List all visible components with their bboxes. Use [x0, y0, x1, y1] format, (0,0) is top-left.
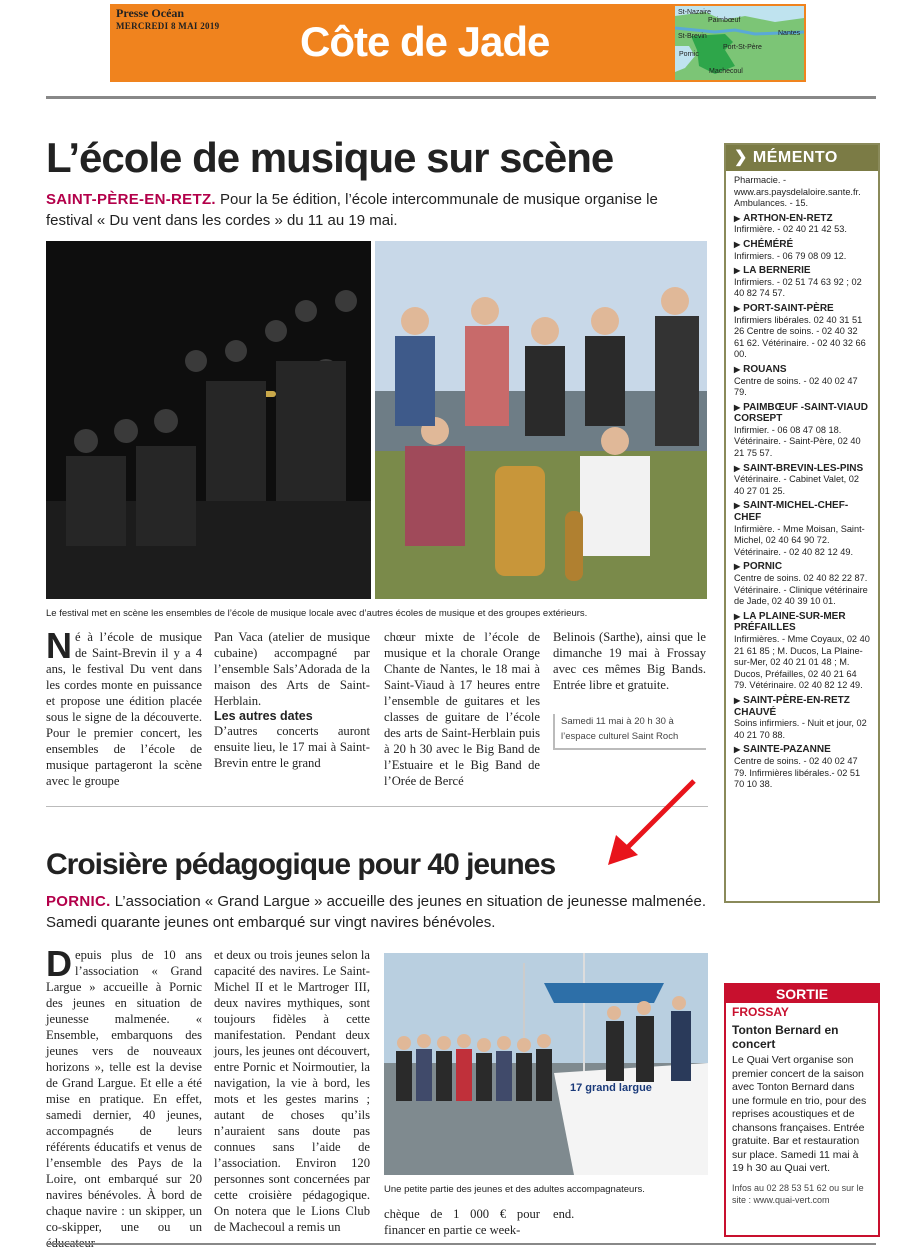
memento-town: ▶ SAINT-PÈRE-EN-RETZ CHAUVÉ	[734, 695, 870, 718]
article2-headline: Croisière pédagogique pour 40 jeunes	[46, 848, 556, 881]
article2-col3: chèque de 1 000 € pour financer en partie ce week-	[384, 1207, 540, 1237]
article2-col4: end.	[553, 1207, 575, 1221]
article1-info: Samedi 11 mai à 20 h 30 à l’espace culturel Saint Roch	[553, 714, 706, 750]
sailing-illustration	[384, 953, 708, 1175]
boat-label: 17 grand largue	[570, 1082, 652, 1094]
article2-caption: Une petite partie des jeunes et des adultes accompagnateurs.	[384, 1184, 645, 1195]
sortie-body: Le Quai Vert organise son premier concert de la saison avec Tonton Bernard dans une formule en trio, pour des reprises acoustiques et de chansons françaises. Entrée gratuite. Bar et restauration sur place. Samedi 11 mai à 19 h 30 au Quai vert.	[732, 1054, 867, 1174]
chevron-right-icon: ❯	[734, 149, 753, 166]
memento-title: MÉMENTO	[752, 149, 838, 166]
map-label: Nantes	[778, 30, 801, 37]
memento-intro: Pharmacie. - www.ars.paysdelaloire.sante.fr. Ambulances. - 15.	[734, 175, 861, 209]
article1-col2	[214, 629, 370, 771]
red-arrow-icon	[600, 775, 700, 870]
article1-col4: Belinois (Sarthe), ainsi que le dimanche 19 mai à Frossay avec ces mêmes Big Bands. Entrée libre et gratuite.	[553, 630, 706, 692]
memento-entry-text: Infirmière. - Mme Moisan, Saint-Michel, 02 40 64 90 72. Vétérinaire. - 02 40 82 12 49.	[734, 523, 865, 557]
memento-town: ▶ ARTHON-EN-RETZ	[734, 213, 870, 225]
article1-col1	[46, 625, 202, 789]
article1-col2a: Pan Vaca (atelier de musique cubaine) accompagné par l’ensemble Sals’Adorada de la maison des Arts de Saint-Herblain.	[214, 630, 370, 708]
memento-entry-text: Infirmiers libérales. 02 40 31 51 26 Centre de soins. - 02 40 32 61 62. Vétérinaire. - 02 40 32 66 00.	[734, 314, 866, 360]
article1-col3: chœur mixte de l’école de musique et la chorale Orange Chante de Nantes, le 18 mai à Saint-Viaud à 17 heures entre l’ensemble de guitares et les classes de guitare de l’école des arts de Saint-Herblain puis à 20 h 30 avec le Big Band de l’Estuaire et le Big Band de l’Orée de Bercé	[384, 630, 540, 788]
article1-dropcap: N	[46, 625, 72, 666]
memento-entry-text: Infirmiers. - 06 79 08 09 12.	[734, 250, 847, 261]
article2-col1	[46, 943, 202, 1251]
map-label: St-Brevin	[678, 33, 707, 40]
article2-lede-text: L’association « Grand Largue » accueille des jeunes en situation de jeunesse malmenée. Samedi quarante jeunes ont embarqué sur vingt navires bénévoles.	[46, 893, 706, 931]
map-label: Port-St-Père	[723, 44, 762, 51]
memento-entry-text: Centre de soins. 02 40 82 22 87. Vétérinaire. - Clinique vétérinaire de Jade, 02 40 39 10 01.	[734, 573, 868, 607]
region-map	[675, 6, 804, 80]
memento-entry-text: Infirmière. - 02 40 21 42 53.	[734, 224, 847, 235]
sortie-info: Infos au 02 28 53 51 62 ou sur le site : www.quai-vert.com	[732, 1182, 864, 1205]
section-header	[110, 4, 806, 82]
map-label: Machecoul	[709, 68, 743, 75]
article2-lede	[46, 891, 706, 933]
map-label: Pornic	[679, 51, 699, 58]
article1-lede	[46, 189, 706, 231]
map-label: St-Nazaire	[678, 9, 712, 16]
musicians-photo	[375, 241, 707, 599]
article1-col2b: D’autres concerts auront ensuite lieu, le 17 mai à Saint-Brevin entre le grand	[214, 724, 370, 770]
memento-town: ▶ PORNIC	[734, 561, 870, 573]
issue-date: MERCREDI 8 MAI 2019	[116, 21, 220, 31]
sortie-box	[724, 983, 880, 1237]
top-rule	[46, 96, 876, 99]
memento-entry-text: Soins infirmiers. - Nuit et jour, 02 40 21 70 88.	[734, 718, 867, 740]
article2-col2: et deux ou trois jeunes selon la capacité des navires. Le Saint-Michel II et le Martroger III, deux navires mythiques, sont toujours fidèles à cette manifestation. Pendant deux jours, les jeunes ont découvert, entre Pornic et Noirmoutier, la navigation, la vie à bord, les mots et les gestes marins ; autant de choses qu’ils n’auraient sans doute pas connues sans l’aide de l’association. Environ 120 personnes sont concernées par cette croisière pédagogique. On notera que le Lions Club de Machecoul a remis un	[214, 948, 370, 1234]
article2-place: PORNIC.	[46, 893, 111, 910]
article1-col1-text: é à l’école de musique de Saint-Brevin il y a 4 ans, le festival Du vent dans les cordes monte en puissance et propose une édition placée sous le signe de la découverte. Pour le premier concert, les ensembles de l’école de musique partageront la scène avec le groupe	[46, 630, 202, 788]
article1-caption: Le festival met en scène les ensembles de l’école de musique locale avec d’autres écoles de musique et des groupes extérieurs.	[46, 608, 588, 619]
article2-col1-text: epuis plus de 10 ans l’association « Grand Largue » accueille à Pornic des jeunes en situation de jeunesse malmenée. « Ensemble, embarquons des jeunes vers de nouveaux horizons », telle est la devise de Grand Largue. Et elle a été mise en pratique. En effet, samedi dernier, 40 jeunes, accompagnés de leurs référents éducatifs et venus de l’ensemble des Pays de la Loire, ont embarqué sur 20 navires bénévoles. À bord de chaque navire : un skipper, un co-skipper, une ou un	[46, 948, 202, 1234]
memento-town: ▶ LA PLAINE-SUR-MER PRÉFAILLES	[734, 611, 870, 634]
memento-town: ▶ ROUANS	[734, 364, 870, 376]
sortie-place: FROSSAY	[732, 1005, 789, 1019]
sortie-title: Tonton Bernard en concert	[732, 1023, 839, 1051]
memento-box	[724, 143, 880, 903]
sailing-photo	[384, 953, 708, 1175]
article1-place: SAINT-PÈRE-EN-RETZ.	[46, 191, 216, 208]
article1-headline: L’école de musique sur scène	[46, 134, 614, 181]
memento-entry-text: Infirmiers. - 02 51 74 63 92 ; 02 40 82 74 57.	[734, 276, 862, 299]
map-label: Paimbœuf	[708, 17, 741, 24]
orchestra-photo	[46, 241, 371, 599]
memento-town: ▶ PAIMBŒUF -SAINT-VIAUD CORSEPT	[734, 402, 870, 425]
sortie-label: SORTIE	[726, 985, 878, 1003]
memento-entry-text: Centre de soins. - 02 40 02 47 79.	[734, 375, 858, 398]
bottom-rule	[46, 1243, 876, 1245]
article1-lede-text: Pour la 5e édition, l’école intercommunale de musique organise le festival « Du vent dans les cordes » du 11 au 19 mai.	[46, 191, 658, 229]
memento-town: ▶ SAINTE-PAZANNE	[734, 744, 870, 756]
memento-body	[726, 171, 878, 791]
newspaper-name: Presse Océan	[116, 6, 185, 20]
memento-entry-text: Infirmières. - Mme Coyaux, 02 40 21 61 85 ; M. Ducos, La Plaine-sur-Mer, 02 40 21 01 48 ; M. Ducos, Préfailles, 02 40 21 64 79. Vétérinaire. 02 40 82 12 49.	[734, 633, 870, 691]
musicians-illustration	[375, 241, 707, 599]
memento-town: ▶ SAINT-BREVIN-LES-PINS	[734, 463, 870, 475]
article2-dropcap: D	[46, 943, 72, 984]
memento-header	[726, 145, 878, 171]
memento-town: ▶ LA BERNERIE	[734, 265, 870, 277]
memento-town: ▶ PORT-SAINT-PÈRE	[734, 303, 870, 315]
article1-subhead: Les autres dates	[214, 709, 313, 723]
memento-entry-text: Infirmier. - 06 08 47 08 18. Vétérinaire. - Saint-Père, 02 40 21 75 57.	[734, 424, 861, 459]
memento-entry-text: Vétérinaire. - Cabinet Valet, 02 40 27 01 25.	[734, 474, 859, 496]
orchestra-illustration	[46, 241, 371, 599]
memento-town: ▶ CHÉMÉRÉ	[734, 239, 870, 251]
memento-town: ▶ SAINT-MICHEL-CHEF-CHEF	[734, 500, 870, 523]
section-title: Côte de Jade	[300, 18, 550, 65]
memento-entry-text: Centre de soins. - 02 40 02 47 79. Infirmières libérales.- 02 51 70 10 38.	[734, 755, 861, 790]
